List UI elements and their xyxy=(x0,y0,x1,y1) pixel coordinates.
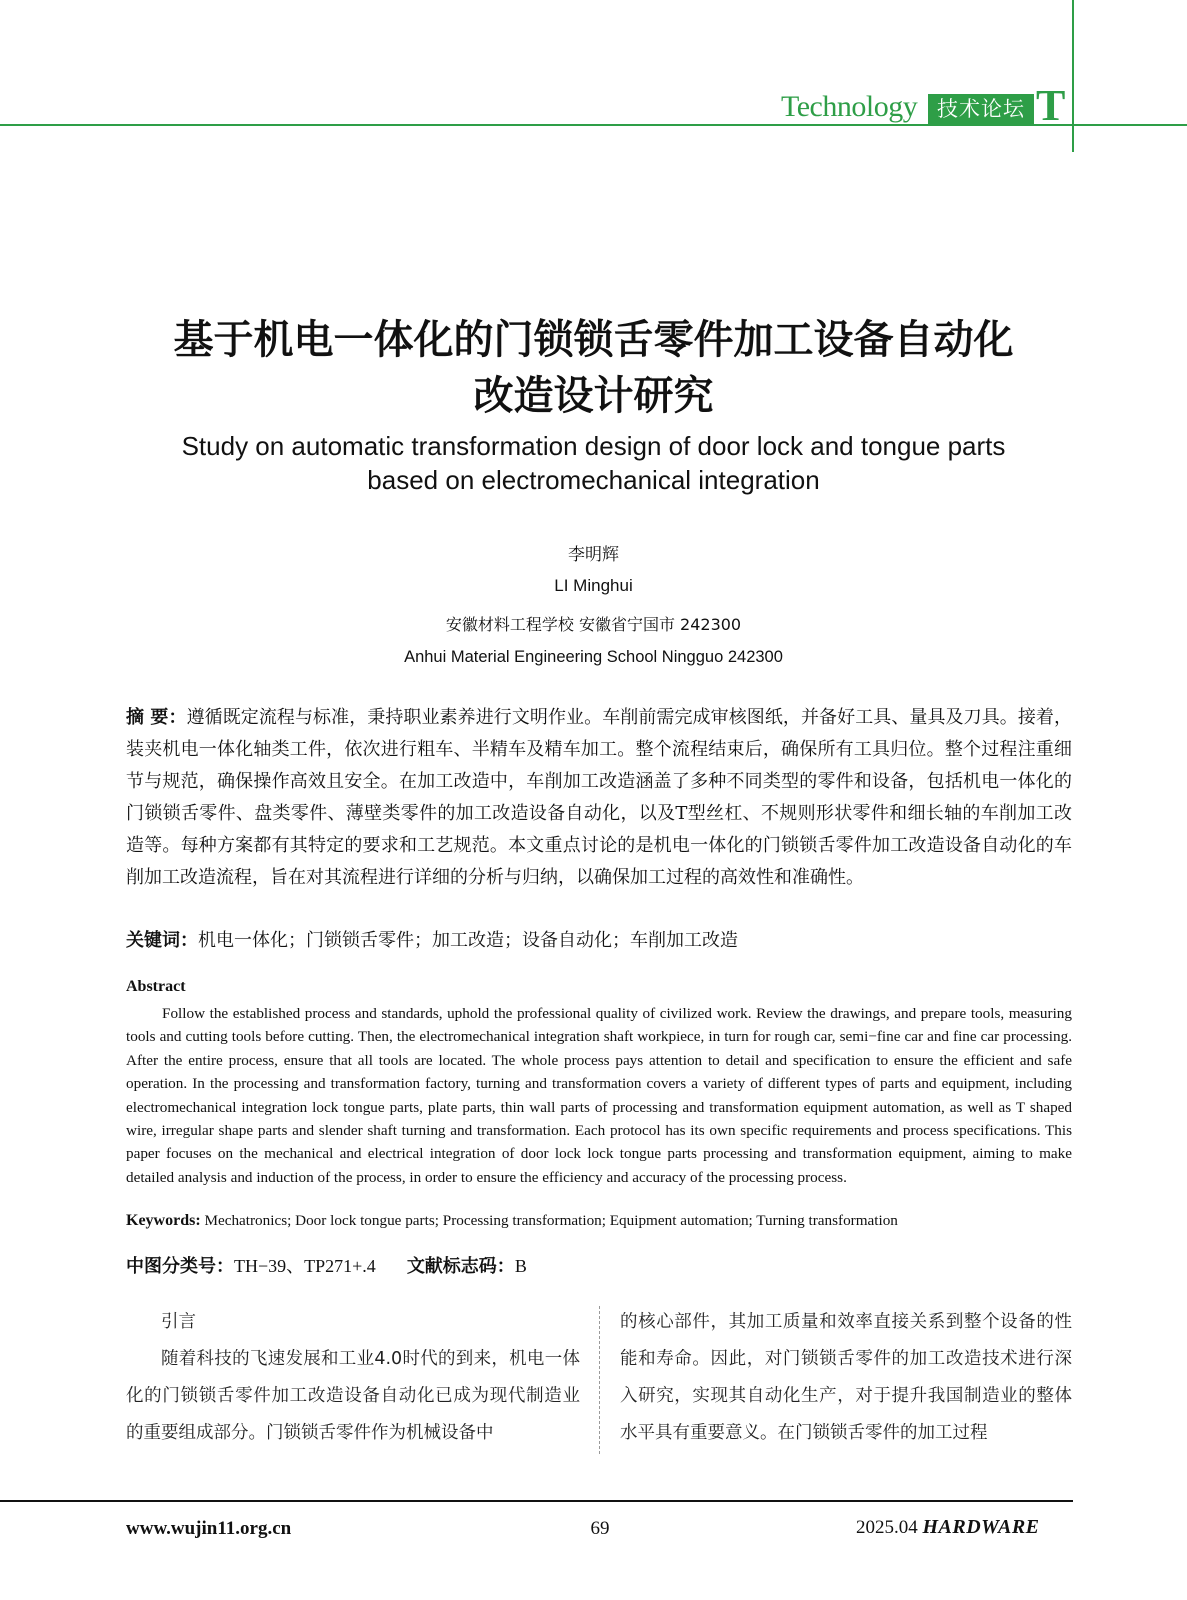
keywords-cn-label: 关键词： xyxy=(126,930,198,951)
doc-code-label: 文献标志码： xyxy=(406,1256,515,1277)
title-cn-line2: 改造设计研究 xyxy=(473,373,714,419)
body-left-paragraph: 随着科技的飞速发展和工业4.0时代的到来，机电一体化的门锁锁舌零件加工改造设备自动化已成为现代制造业的重要组成部分。门锁锁舌零件作为机械设备中 xyxy=(126,1349,580,1443)
keywords-en-text: Mechatronics; Door lock tongue parts; Processing transformation; Equipment automation; Turning transformation xyxy=(204,1212,898,1229)
keywords-cn-text: 机电一体化；门锁锁舌零件；加工改造；设备自动化；车削加工改造 xyxy=(198,930,738,951)
classification-line xyxy=(126,1252,527,1278)
affiliation-cn: 安徽材料工程学校 安徽省宁国市 242300 xyxy=(445,615,742,634)
abstract-en-heading: Abstract xyxy=(126,978,186,995)
body-right-paragraph: 的核心部件，其加工质量和效率直接关系到整个设备的性能和寿命。因此，对门锁锁舌零件的加工改造技术进行深入研究，实现其自动化生产，对于提升我国制造业的整体水平具有重要意义。在门锁锁舌零件的加工过程 xyxy=(620,1312,1072,1443)
clc-value: TH−39、TP271+.4 xyxy=(234,1256,376,1276)
affiliation-en: Anhui Material Engineering School Ningguo 242300 xyxy=(404,648,783,666)
section-heading-intro: 引言 xyxy=(161,1312,196,1332)
footer-url: www.wujin11.org.cn xyxy=(126,1518,292,1539)
section-name-en: Technology xyxy=(781,90,918,123)
abstract-en-text: Follow the established process and standards, uphold the professional quality of civilized work. Review the drawings, and prepare tools, measuring tools and cutting tools before cutting. Then, the electromechanical integration shaft workpiece, in turn for rough car, semi−fine car and fine car processing. After the entire process, ensure that all tools are located. The whole process pays attention to detail and specification to ensure the efficient and safe operation. In the processing and transformation factory, turning and transformation covers a variety of different types of parts and equipment, including electromechanical integration lock tongue parts, plate parts, thin wall parts of processing and transformation equipment automation, as well as T shaped wire, irregular shape parts and slender shaft turning and transformation. Each protocol has its own specific requirements and process specifications. This paper focuses on the mechanical and electrical integration of door lock lock tongue parts processing and transformation equipment, aiming to make detailed analysis and induction of the process, in order to ensure the efficiency and accuracy of the processing process. xyxy=(126,1005,1072,1186)
footer-rule xyxy=(0,1500,1073,1502)
body-right-column xyxy=(620,1304,1072,1452)
section-name-cn: 技术论坛 xyxy=(928,94,1034,124)
title-en-line1: Study on automatic transformation design of door lock and tongue parts xyxy=(181,431,1006,461)
issue-number: 2025.04 xyxy=(856,1517,918,1538)
abstract-cn xyxy=(126,702,1072,894)
header-vertical-rule xyxy=(1072,0,1074,152)
title-cn-line1: 基于机电一体化的门锁锁舌零件加工设备自动化 xyxy=(173,317,1014,363)
abstract-cn-text: 遵循既定流程与标准，秉持职业素养进行文明作业。车削前需完成审核图纸，并备好工具、量具及刀具。接着，装夹机电一体化轴类工件，依次进行粗车、半精车及精车加工。整个流程结束后，确保所有工具归位。整个过程注重细节与规范，确保操作高效且安全。在加工改造中，车削加工改造涵盖了多种不同类型的零件和设备，包括机电一体化的门锁锁舌零件、盘类零件、薄壁类零件的加工改造设备自动化，以及T型丝杠、不规则形状零件和细长轴的车削加工改造等。每种方案都有其特定的要求和工艺规范。本文重点讨论的是机电一体化的门锁锁舌零件加工改造设备自动化的车削加工改造流程，旨在对其流程进行详细的分析与归纳，以确保加工过程的高效性和准确性。 xyxy=(126,707,1072,888)
magazine-name: HARDWARE xyxy=(922,1516,1040,1538)
abstract-cn-label: 摘 要： xyxy=(126,707,187,728)
author-cn: 李明辉 xyxy=(568,545,619,565)
doc-code-value: B xyxy=(514,1256,527,1276)
clc-label: 中图分类号： xyxy=(126,1256,234,1277)
section-letter: T xyxy=(1036,81,1066,130)
keywords-en-label: Keywords: xyxy=(126,1212,201,1229)
keywords-en xyxy=(126,1210,1072,1232)
title-en-line2: based on electromechanical integration xyxy=(367,465,820,495)
header-rule xyxy=(0,124,1187,126)
author-en: LI Minghui xyxy=(554,576,633,595)
column-divider xyxy=(599,1306,600,1454)
keywords-cn xyxy=(126,926,1072,956)
body-left-column xyxy=(126,1304,580,1452)
footer-issue xyxy=(856,1516,1040,1539)
page-number: 69 xyxy=(590,1518,610,1539)
